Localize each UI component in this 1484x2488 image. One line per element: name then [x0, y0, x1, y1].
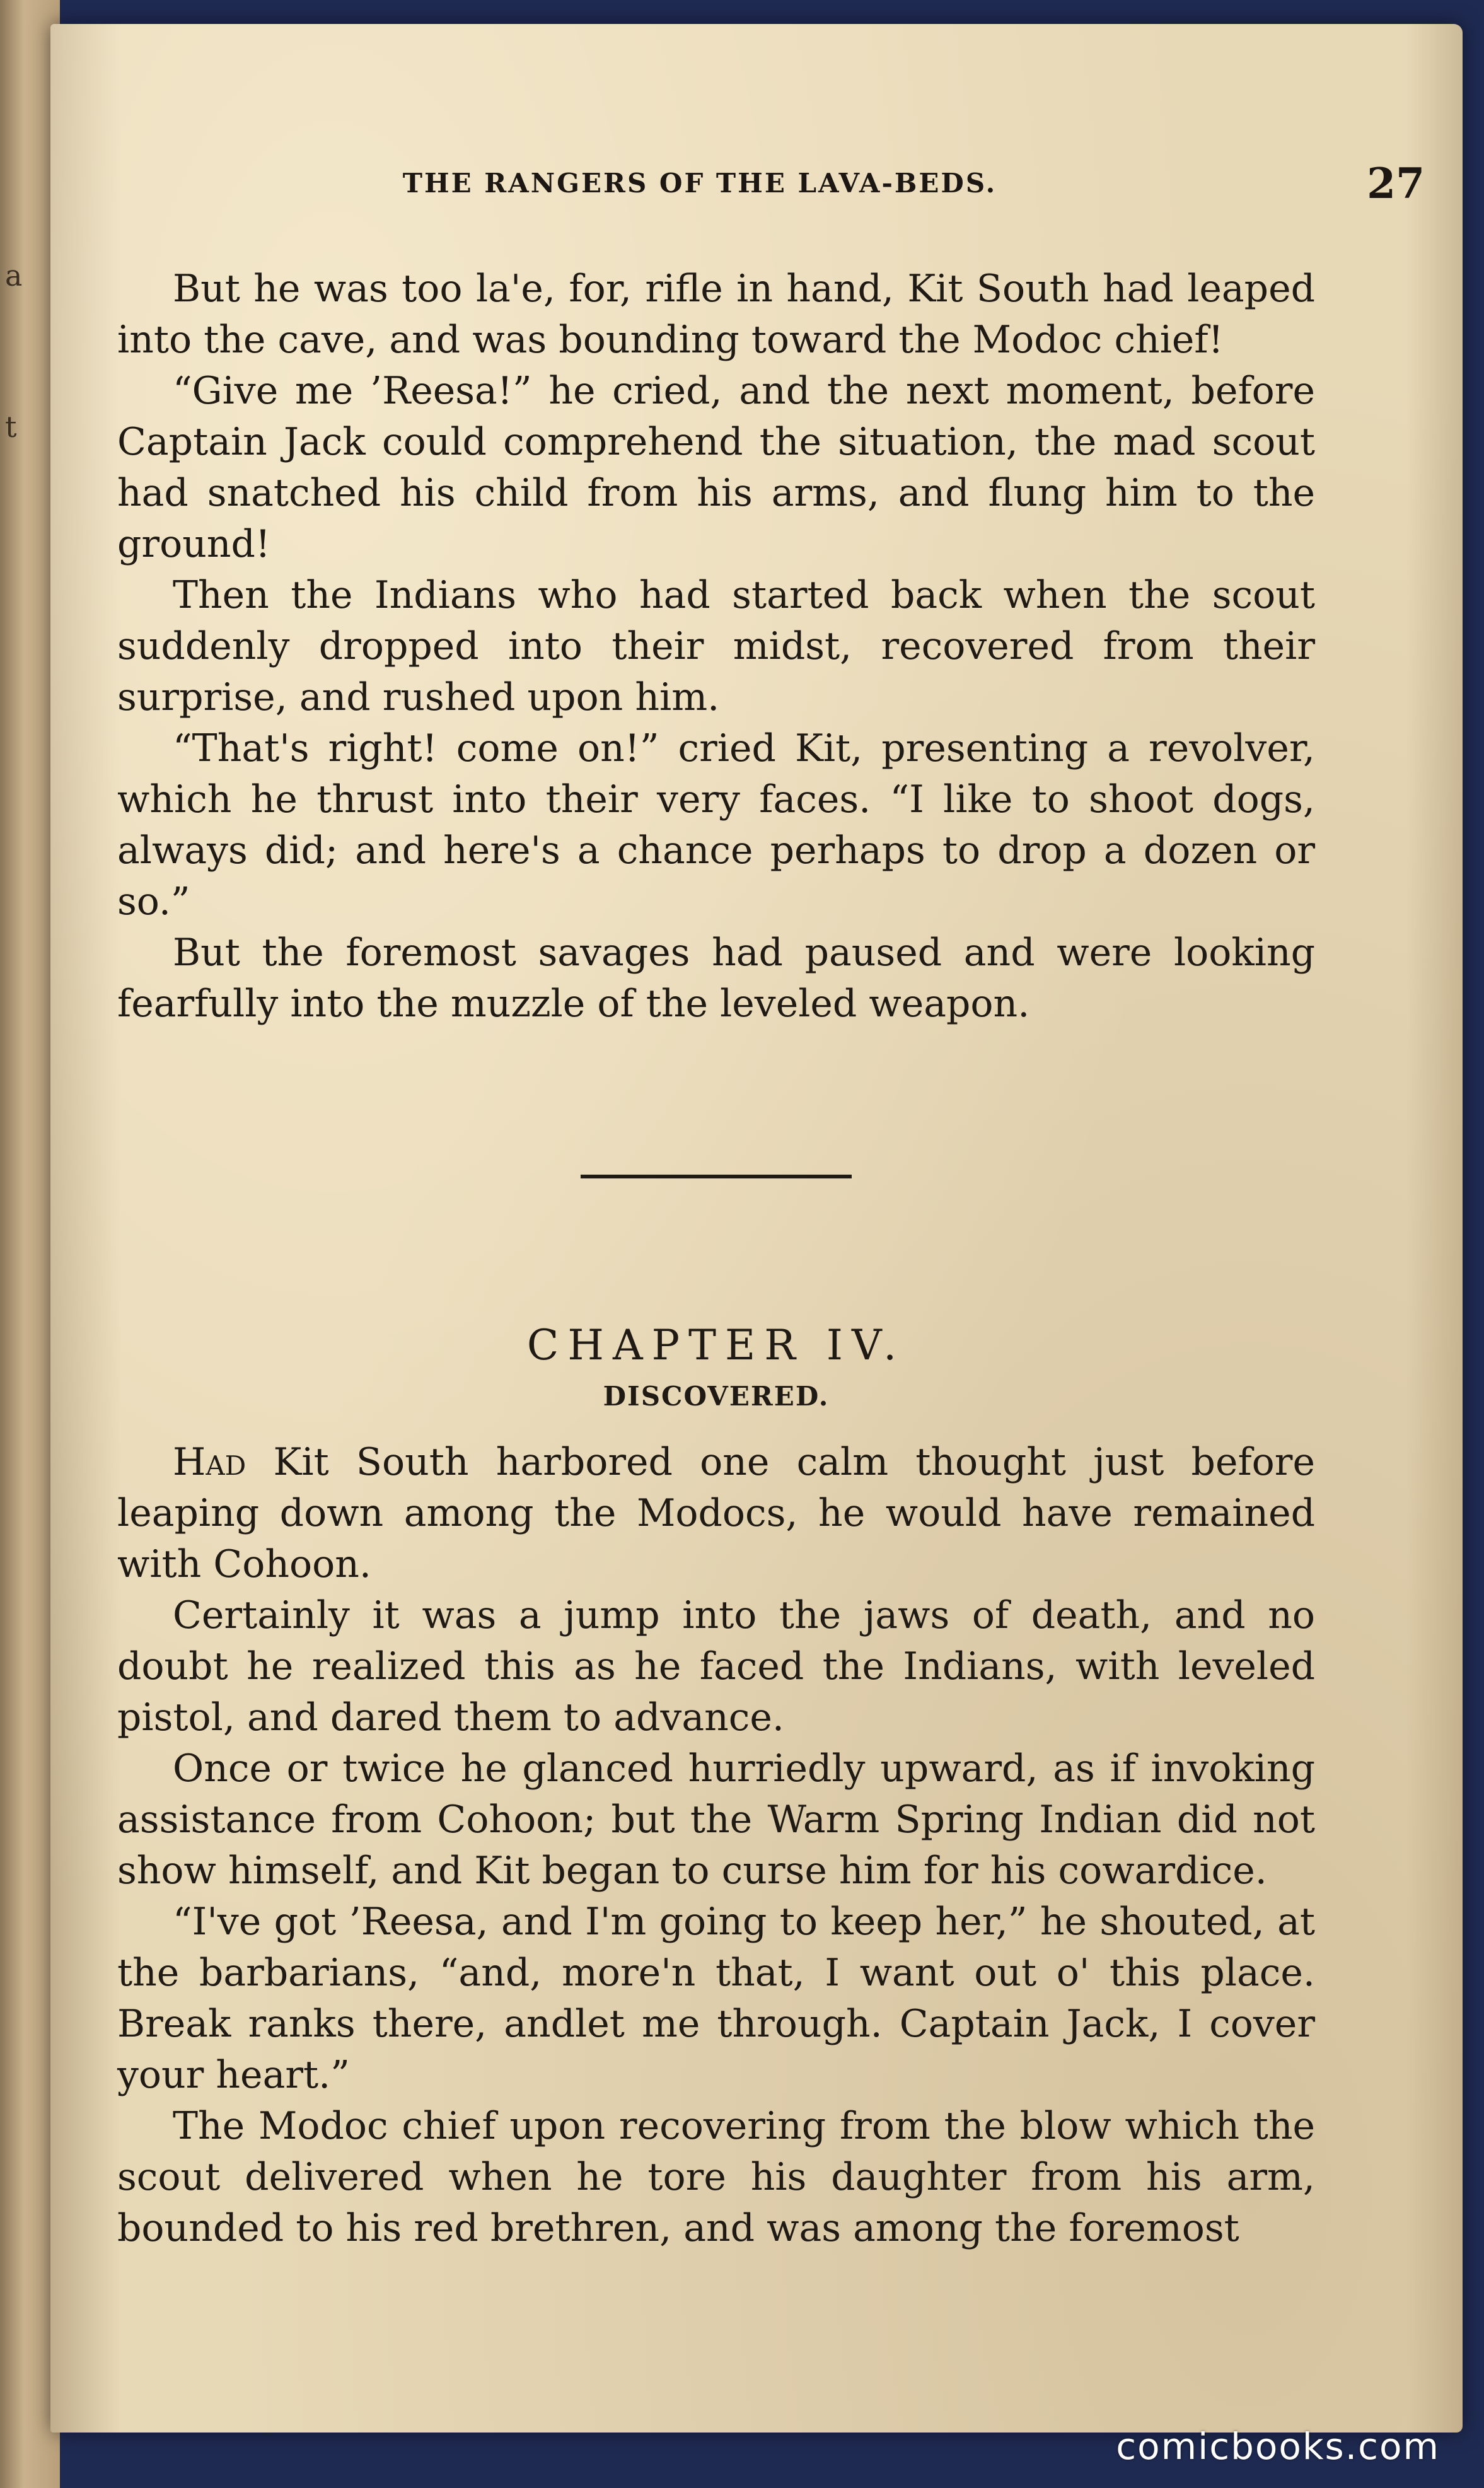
paragraph: “Give me ’Reesa!” he cried, and the next moment, before Captain Jack could comprehend the situation, the mad scout had snatched his child from his arms, and flung him to the ground! [117, 369, 1315, 566]
chapter-opening-paragraph [117, 1437, 1315, 1590]
watermark: comicbooks.com [1116, 2425, 1440, 2468]
section-divider [581, 1175, 852, 1178]
edge-mark: a [5, 259, 23, 293]
running-head: THE RANGERS OF THE LAVA-BEDS. [402, 168, 997, 199]
paragraph: “That's right! come on!” cried Kit, presenting a revolver, which he thrust into their very faces. “I like to shoot dogs, always did; and here's a chance perhaps to drop a dozen or so.” [117, 726, 1315, 924]
chapter-subtitle: DISCOVERED. [603, 1381, 830, 1412]
paragraph: But he was too la'e, for, rifle in hand, Kit South had leaped into the cave, and was bounding toward the Modoc chief! [117, 267, 1315, 362]
edge-mark: t [5, 410, 17, 444]
paragraph-text: Kit South harbored one calm thought just before leaping down among the Modocs, he would have remained with Cohoon. [117, 1440, 1315, 1586]
paragraph: “I've got ’Reesa, and I'm going to keep her,” he shouted, at the barbarians, “and, more'n that, I want out o' this place. Break ranks there, andlet me through. Captain Jack, I cover your heart.” [117, 1900, 1315, 2097]
paragraph: The Modoc chief upon recovering from the blow which the scout delivered when he tore his daughter from his arm, bounded to his red brethren, and was among the foremost [117, 2104, 1315, 2250]
book-page [50, 24, 1463, 2433]
paragraph: But the foremost savages had paused and were looking fearfully into the muzzle of the leveled weapon. [117, 931, 1315, 1026]
paragraph: Then the Indians who had started back when the scout suddenly dropped into their midst, recovered from their surprise, and rushed upon him. [117, 573, 1315, 719]
page-number: 27 [1367, 159, 1425, 208]
paragraph: Certainly it was a jump into the jaws of death, and no doubt he realized this as he faced the Indians, with leveled pistol, and dared them to advance. [117, 1593, 1315, 1740]
page-text [117, 264, 1315, 2254]
paragraph: Once or twice he glanced hurriedly upward, as if invoking assistance from Cohoon; but the Warm Spring Indian did not show himself, and Kit began to curse him for his cowardice. [117, 1747, 1315, 1893]
chapter-title: CHAPTER IV. [526, 1321, 906, 1369]
drop-lead-word: Had [173, 1440, 246, 1484]
